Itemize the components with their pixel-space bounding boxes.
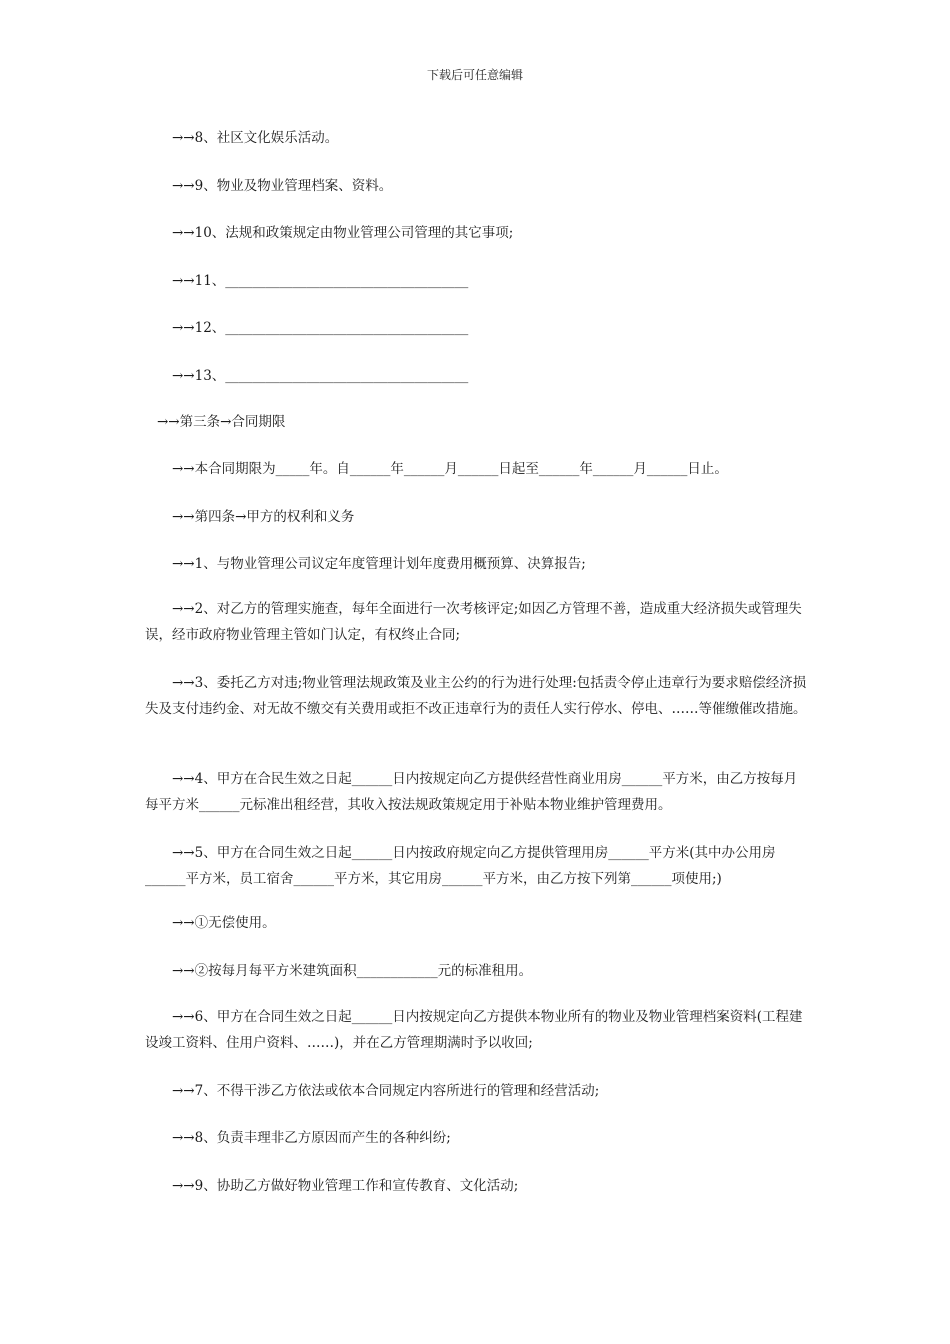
article-4-heading: →→第四条→甲方的权利和义务 (172, 509, 355, 525)
party-a-item-4: →→4、甲方在合民生效之日起______日内按规定向乙方提供经营性商业用房______平方米，由乙方按每月每平方米______元标准出租经营，其收入按法规政策规定用于补贴本物业维护管理费用。 (145, 771, 798, 813)
party-a-item-2: →→2、对乙方的管理实施查，每年全面进行一次考核评定;如因乙方管理不善，造成重大经济损失或管理失误，经市政府物业管理主管如门认定，有权终止合同; (145, 601, 802, 643)
article-3-heading: →→第三条→合同期限 (157, 414, 286, 430)
party-a-item-6: →→6、甲方在合同生效之日起______日内按规定向乙方提供本物业所有的物业及物业管理档案资料(工程建设竣工资料、住用户资料、……)，并在乙方管理期满时予以收回; (145, 1009, 803, 1051)
clause-item-8: →→8、社区文化娱乐活动。 (172, 130, 339, 146)
clause-item-10: →→10、法规和政策规定由物业管理公司管理的其它事项; (172, 225, 514, 241)
party-a-item-3: →→3、委托乙方对违;物业管理法规政策及业主公约的行为进行处理:包括责令停止违章行为要求赔偿经济损失及支付违约金、对无故不缴交有关费用或拒不改正违章行为的责任人实行停水、停电、……等催缴催改措施。 (145, 675, 807, 717)
usage-option-1: →→①无偿使用。 (172, 915, 276, 931)
clause-item-12-blank: →→12、____________________________________ (172, 320, 469, 336)
clause-item-13-blank: →→13、____________________________________ (172, 368, 469, 384)
contract-term-line: →→本合同期限为_____年。自______年______月______日起至______年______月______日止。 (172, 461, 728, 477)
party-a-item-8: →→8、负责丰理非乙方原因而产生的各种纠纷; (172, 1130, 451, 1146)
clause-item-9: →→9、物业及物业管理档案、资料。 (172, 178, 393, 194)
party-a-item-9: →→9、协助乙方做好物业管理工作和宣传教育、文化活动; (172, 1178, 519, 1194)
page-header: 下载后可任意编辑 (426, 68, 523, 82)
party-a-item-7: →→7、不得干涉乙方依法或依本合同规定内容所进行的管理和经营活动; (172, 1083, 600, 1099)
clause-item-11-blank: →→11、____________________________________ (172, 273, 469, 289)
usage-option-2: →→②按每月每平方米建筑面积____________元的标准租用。 (172, 963, 533, 979)
party-a-item-1: →→1、与物业管理公司议定年度管理计划年度费用概预算、决算报告; (172, 556, 586, 572)
party-a-item-5: →→5、甲方在合同生效之日起______日内按政府规定向乙方提供管理用房______平方米(其中办公用房______平方米，员工宿舍______平方米，其它用房______平方米，由乙方按下列第______项使用;) (145, 845, 776, 887)
